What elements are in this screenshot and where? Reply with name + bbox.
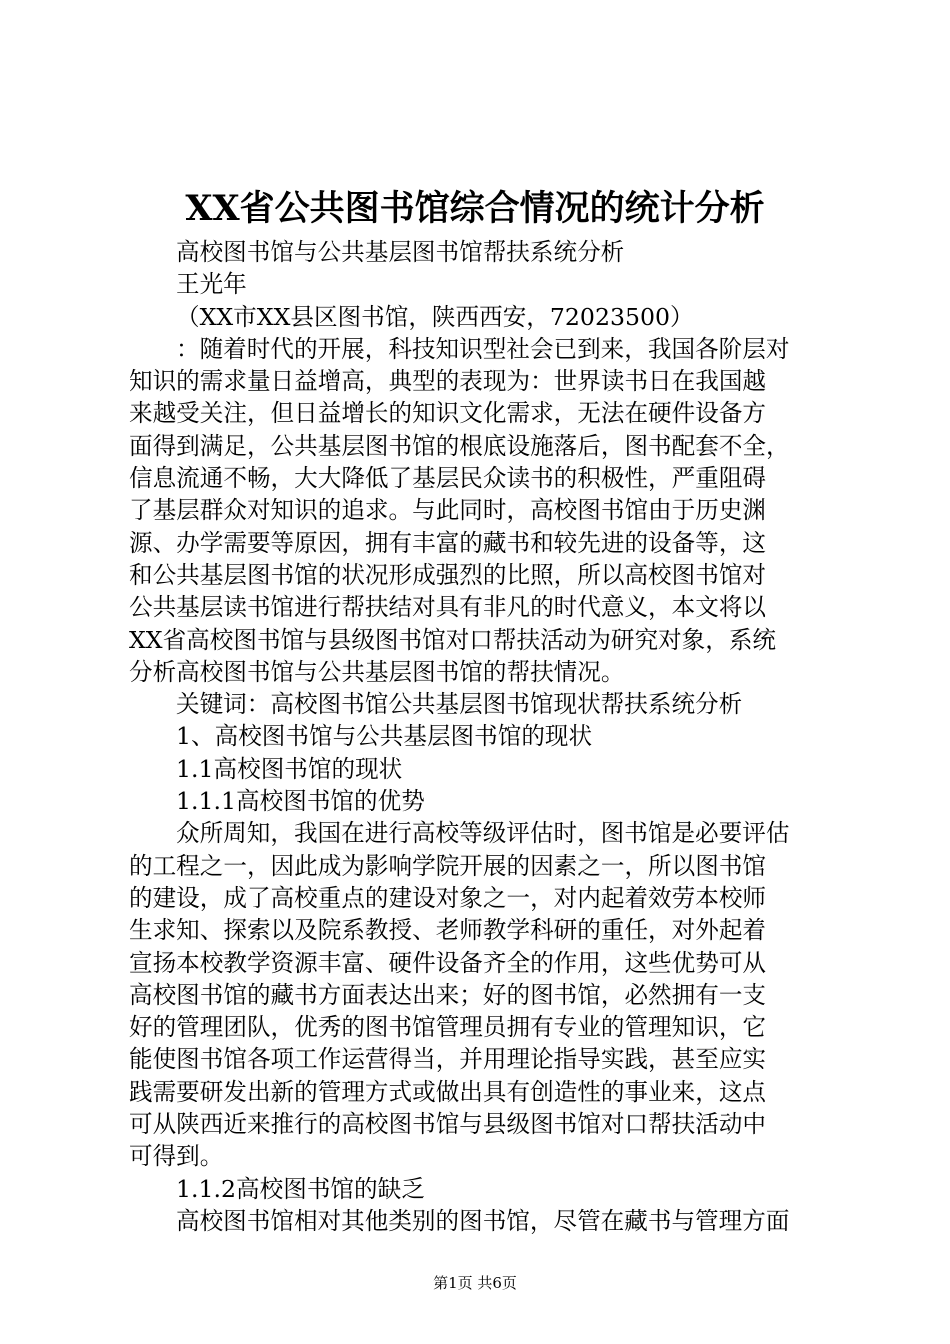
text-line: 高校图书馆的藏书方面表达出来；好的图书馆，必然拥有一支 (129, 980, 767, 1009)
text-line: 1.1.2高校图书馆的缺乏 (176, 1174, 425, 1203)
text-line: 1、高校图书馆与公共基层图书馆的现状 (176, 722, 593, 751)
text-line: 王光年 (176, 270, 247, 299)
text-line: 践需要研发出新的管理方式或做出具有创造性的事业来，这点 (129, 1077, 767, 1106)
text-line: （XX市XX县区图书馆，陕西西安，72023500） (176, 302, 694, 331)
text-line: 和公共基层图书馆的状况形成强烈的比照，所以高校图书馆对 (129, 560, 767, 589)
text-line: 可得到。 (129, 1142, 224, 1171)
text-line: 知识的需求量日益增高，典型的表现为：世界读书日在我国越 (129, 367, 767, 396)
text-line: 高校图书馆与公共基层图书馆帮扶系统分析 (176, 238, 625, 266)
text-line: 的工程之一，因此成为影响学院开展的因素之一，所以图书馆 (129, 851, 767, 880)
text-line: 信息流通不畅，大大降低了基层民众读书的积极性，严重阻碍 (129, 464, 767, 493)
text-line: 来越受关注，但日益增长的知识文化需求，无法在硬件设备方 (129, 399, 767, 428)
text-line: 源、办学需要等原因，拥有丰富的藏书和较先进的设备等，这 (129, 528, 767, 557)
text-line: 能使图书馆各项工作运营得当，并用理论指导实践，甚至应实 (129, 1045, 767, 1074)
text-line: 关键词：高校图书馆公共基层图书馆现状帮扶系统分析 (176, 690, 743, 719)
text-line: 宣扬本校教学资源丰富、硬件设备齐全的作用，这些优势可从 (129, 948, 767, 977)
text-line: ：随着时代的开展，科技知识型社会已到来，我国各阶层对 (176, 334, 790, 363)
text-line: 1.1高校图书馆的现状 (176, 754, 403, 783)
text-line: XX省高校图书馆与县级图书馆对口帮扶活动为研究对象，系统 (129, 625, 777, 654)
text-line: 可从陕西近来推行的高校图书馆与县级图书馆对口帮扶活动中 (129, 1110, 767, 1139)
text-line: 1.1.1高校图书馆的优势 (176, 787, 425, 816)
text-line: 的建设，成了高校重点的建设对象之一，对内起着效劳本校师 (129, 883, 767, 912)
document-title: XX省公共图书馆综合情况的统计分析 (185, 188, 765, 229)
text-line: 了基层群众对知识的追求。与此同时，高校图书馆由于历史渊 (129, 496, 767, 525)
text-line: 公共基层读书馆进行帮扶结对具有非凡的时代意义，本文将以 (129, 593, 767, 622)
text-line: 生求知、探索以及院系教授、老师教学科研的重任，对外起着 (129, 916, 767, 945)
text-line: 好的管理团队，优秀的图书馆管理员拥有专业的管理知识，它 (129, 1013, 767, 1042)
text-line: 众所周知，我国在进行高校等级评估时，图书馆是必要评估 (176, 819, 790, 848)
document-body (129, 236, 837, 1237)
text-line: 分析高校图书馆与公共基层图书馆的帮扶情况。 (129, 657, 625, 686)
page-footer: 第1页 共6页 (433, 1274, 517, 1292)
text-line: 面得到满足，公共基层图书馆的根底设施落后，图书配套不全， (129, 431, 790, 460)
text-line: 高校图书馆相对其他类别的图书馆，尽管在藏书与管理方面 (176, 1206, 790, 1235)
